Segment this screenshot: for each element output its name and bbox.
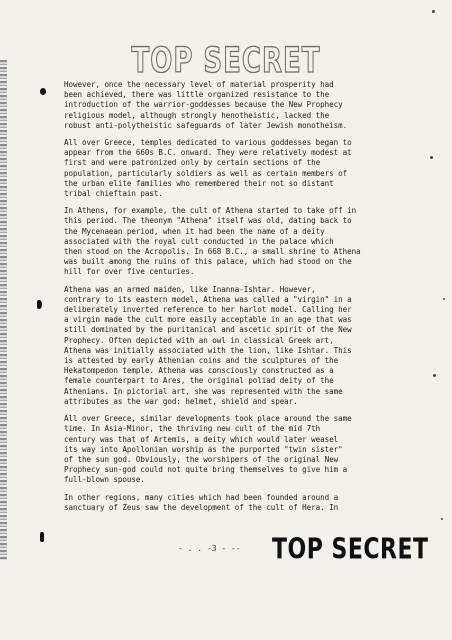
paragraph: In other regions, many cities which had been founded around a sanctuary of Zeus saw the development of the cult of Hera. In	[64, 492, 339, 512]
body-text	[64, 80, 434, 520]
top-secret-stamp-footer: TOP SECRET	[272, 534, 429, 567]
margin-speck	[432, 10, 435, 13]
paragraph: Athena was an armed maiden, like Inanna-Ishtar. However, contrary to its eastern model, Athena was called a "virgin" in a deliberately inverted reference to her harlot model. Calling her a virgin made the cult more easily acceptable in an age that was still dominated by the puritanical and ascetic spirit of the New Prophecy. Often depicted with an owl in classical Greek art, Athena was initially associated with the lion, like Ishtar. This is attested by early Athenian coins and the sculptures of the Hekatompedon temple. Athena was consciously constructed as a female counterpart to Ares, the original poliad deity of the Athenians. In pictorial art, she was represented with the same attributes as the war god: helmet, shield and spear.	[64, 284, 352, 406]
paragraph: All over Greece, similar developments took place around the same time. In Asia-Minor, the thriving new cult of the mid 7th century was that of Artemis, a deity which would later weasel its way into Apollonian worship as the purported "twin sister" of the sun god. Obviously, the worshipers of the original New Prophecy sun-god could not quite bring themselves to give him a full-blown spouse.	[64, 414, 352, 485]
binding-edge	[0, 60, 7, 560]
paragraph: However, once the necessary level of material prosperity had been achieved, there was little organized resistance to the introduction of the warrior-goddesses because the New Prophecy religious model, although strongly henotheistic, lacked the robust anti-polytheistic safeguards of later Jewish monotheism.	[64, 80, 348, 130]
page-footer	[0, 536, 452, 576]
page-number: - . . -3 - --	[178, 544, 241, 553]
paragraph: In Athens, for example, the cult of Athena started to take off in this period. The theonym "Athena" itself was old, dating back to the Mycenaean period, when it had been the name of a deity associated with the royal cult conducted in the palace which then stood on the Acropolis. In 668 B.C., a small shrine to Athena was built among the ruins of this palace, which had stood on the hill for over five centuries.	[64, 206, 361, 277]
punch-hole	[37, 300, 42, 309]
top-secret-stamp-header: TOP SECRET	[131, 40, 321, 82]
paragraph: All over Greece, temples dedicated to various goddesses began to appear from the 660s B.C. onward. They were relatively modest at first and were patronized only by certain sections of the population, particularly soldiers as well as certain members of the urban elite families who remembered their not so distant tribal chieftain past.	[64, 138, 352, 199]
margin-speck	[441, 518, 443, 520]
margin-speck	[443, 298, 445, 300]
punch-hole	[40, 88, 46, 95]
